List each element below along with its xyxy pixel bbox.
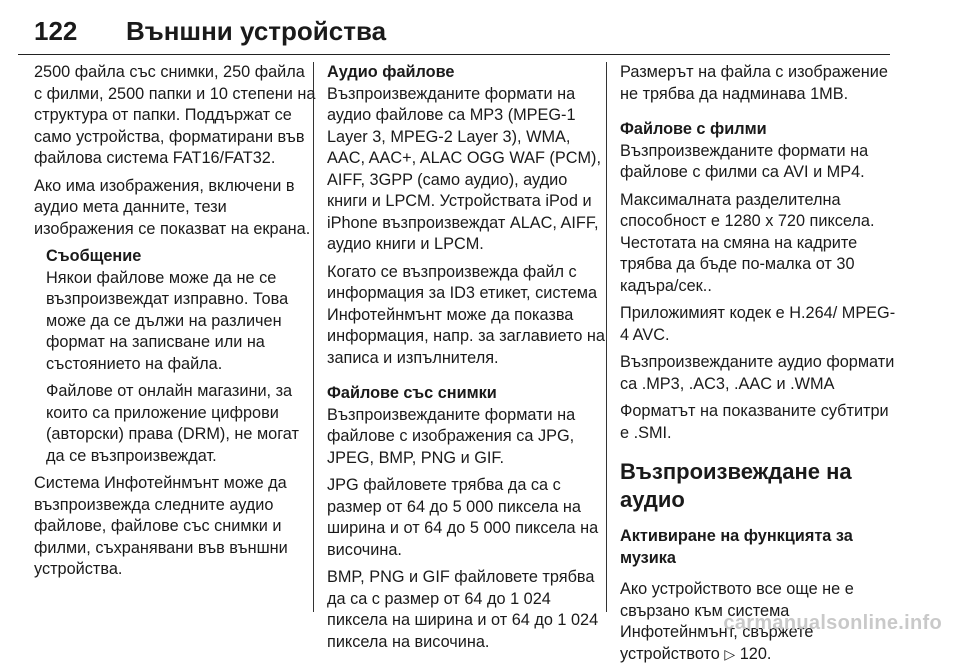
paragraph-text: Ако устройството все още не е свързано към система Инфотейнмънт, свържете устройството (620, 580, 854, 663)
paragraph: 2500 файла със снимки, 250 файла с филми, 2500 папки и 10 степени на структура от папки. Поддържат се само устройства, форматирани във файлова система FAT16/FAT32. (34, 63, 316, 167)
paragraph: Възпроизвежданите формати на файлове с изображения са JPG, JPEG, BMP, PNG и GIF. (327, 405, 576, 467)
paragraph: Максималната разделителна способност е 1280 x 720 пиксела. Честотата на смяна на кадрите трябва да бъде по-малка от 30 кадъра/сек.. (620, 190, 875, 295)
paragraph: Когато се възпроизвежда файл с информация за ID3 етикет, система Инфотейнмънт може да показва информация, напр. за заглавието на записа и изпълнителя. (327, 262, 605, 367)
paragraph: Възпроизвежданите формати на файлове с филми са AVI и MP4. (620, 141, 869, 181)
page-reference-arrow-icon: ▷ (724, 645, 736, 662)
paragraph: Възпроизвежданите аудио формати са .MP3, .AC3, .AAC и .WMA (620, 353, 895, 393)
subsection-heading: Активиране на функцията за музика (620, 527, 853, 567)
note-paragraph: Файлове от онлайн магазини, за които са приложение цифрови (авторски) права (DRM), не могат да се възпроизвеждат. (46, 382, 299, 465)
watermark: carmanualsonline.info (723, 612, 942, 634)
paragraph: JPG файловете трябва да са с размер от 64 до 5 000 пиксела на ширина и от 64 до 5 000 пиксела на височина. (327, 476, 599, 559)
page-title: Външни устройства (126, 16, 387, 46)
movie-files-heading: Файлове с филми (620, 120, 767, 138)
page-number: 122 (34, 16, 78, 46)
column-1 (34, 62, 316, 587)
paragraph: Ако има изображения, включени в аудио мета данните, тези изображения се показват на екрана. (34, 176, 311, 238)
page-reference-link[interactable]: 120. (739, 644, 772, 663)
paragraph: Размерът на файла с изображение не трябва да надминава 1MB. (620, 63, 888, 103)
column-2 (327, 62, 609, 659)
column-3 (620, 62, 902, 671)
section-heading: Възпроизвеждане на аудио (620, 459, 852, 512)
paragraph: Форматът на показваните субтитри е .SMI. (620, 402, 889, 442)
note-box (46, 246, 316, 467)
paragraph: Приложимият кодек е H.264/ MPEG-4 AVC. (620, 304, 896, 344)
page-header (18, 14, 890, 55)
paragraph: Възпроизвежданите формати на аудио файлове са MP3 (MPEG-1 Layer 3, MPEG-2 Layer 3), WMA, AAC, AAC+, ALAC OGG WAF (PCM), AIFF, 3GPP (само аудио), аудио книги и LPCM. Устройствата iPod и iPhone възпроизвеждат ALAC, AIFF, аудио книги и LPCM. (327, 84, 601, 253)
note-heading: Съобщение (46, 247, 142, 265)
note-paragraph: Някои файлове може да не се възпроизвеждат изправно. Това може да се дължи на различен формат на записване или на състоянието на файла. (46, 268, 289, 373)
audio-files-heading: Аудио файлове (327, 63, 455, 81)
paragraph: Система Инфотейнмънт може да възпроизвежда следните аудио файлове, файлове със снимки и филми, съхранявани във външни устройства. (34, 474, 288, 578)
photo-files-heading: Файлове със снимки (327, 384, 497, 402)
paragraph: BMP, PNG и GIF файловете трябва да са с размер от 64 до 1 024 пиксела на ширина и от 64 до 1 024 пиксела на височина. (327, 568, 599, 651)
